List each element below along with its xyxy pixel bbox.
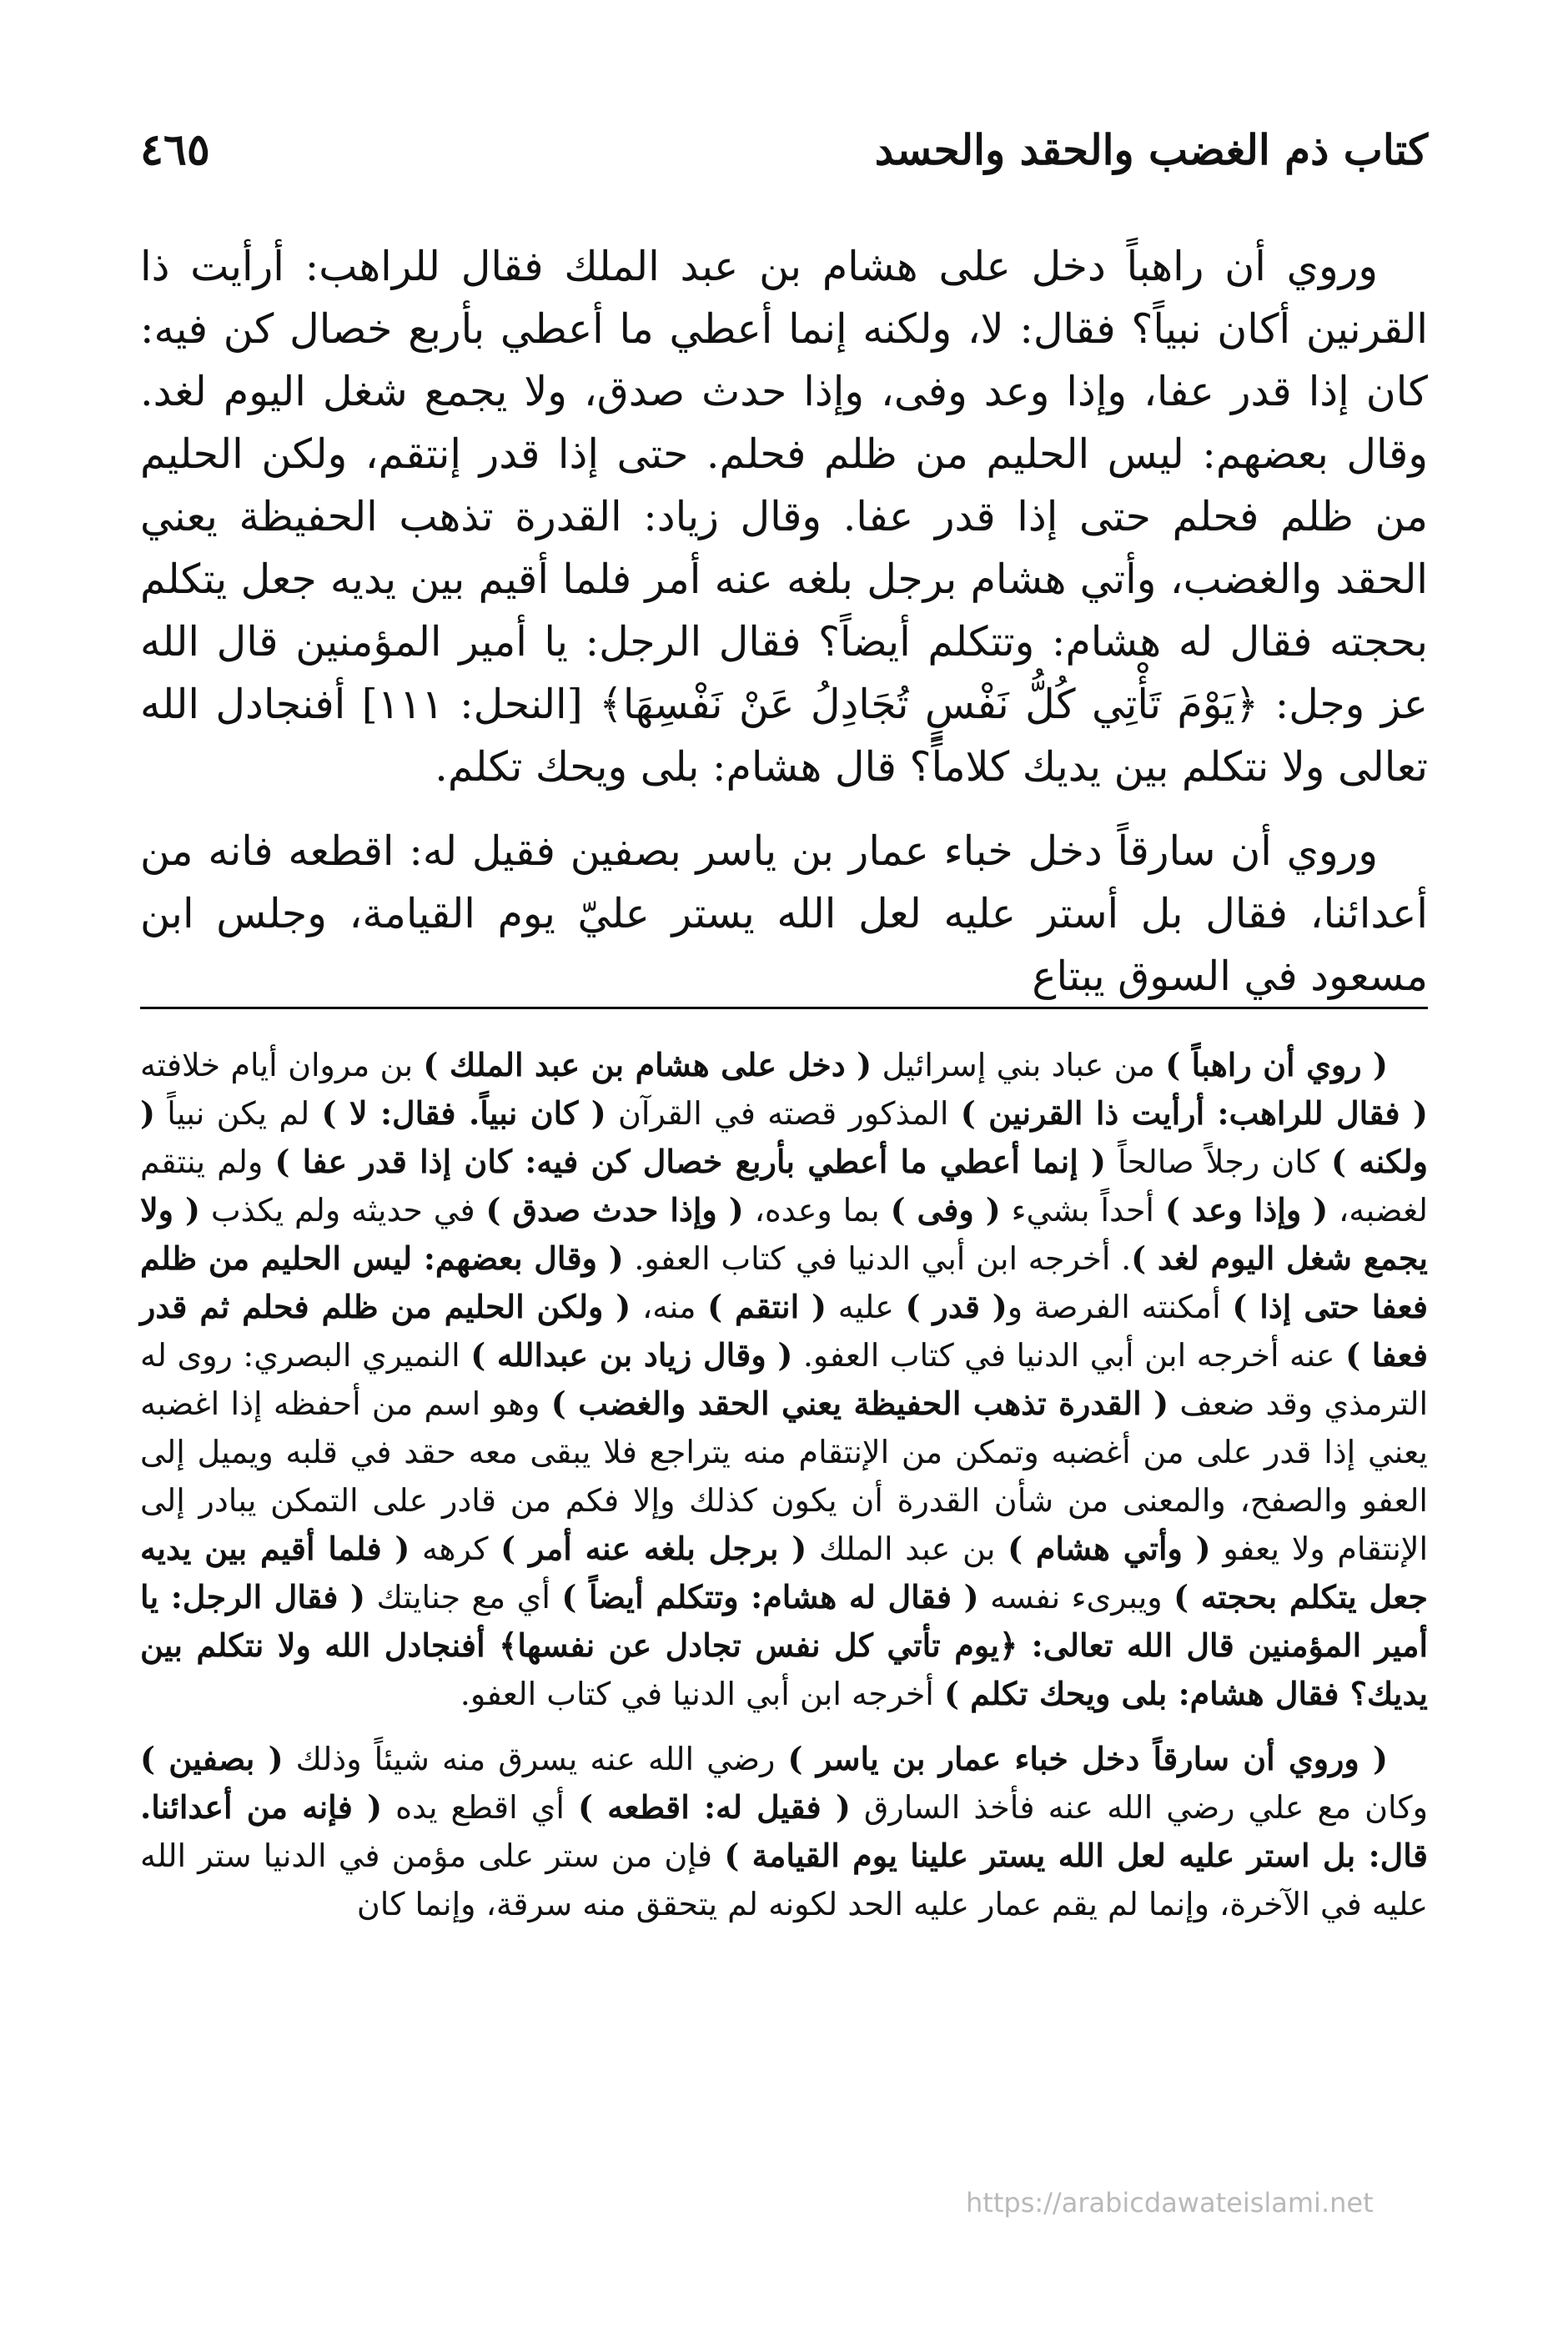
main-paragraph-2: وروي أن سارقاً دخل خباء عمار بن ياسر بصفين فقيل له: اقطعه فانه من أعدائنا، فقال بل أستر عليه لعل الله يستر عليّ يوم القيامة، وجلس ابن مسعود في السوق يبتاع [140, 827, 1428, 1000]
quoted-text-segment: ( وروي أن سارقاً دخل خباء عمار بن ياسر ) [787, 1740, 1388, 1777]
explanation-text-segment: ولم ينتقم لغضبه، [140, 1143, 1428, 1229]
quoted-text-segment: ( إنما أعطي ما أعطي بأربع خصال كن فيه: كان إذا قدر عفا ) [274, 1143, 1106, 1180]
quoted-text-segment: ( روي أن راهباً ) [1165, 1046, 1389, 1083]
explanation-text-segment: وكان مع علي رضي الله عنه فأخذ السارق [850, 1789, 1428, 1826]
quoted-text-segment: ( قدر ) [905, 1288, 1008, 1325]
quoted-text-segment: ( وفى ) [890, 1191, 1001, 1229]
explanation-text-segment: عنه أخرجه ابن أبي الدنيا في كتاب العفو. [792, 1337, 1346, 1374]
page-header [140, 117, 1428, 183]
explanation-text-segment: رضي الله عنه يسرق منه شيئاً وذلك [283, 1741, 788, 1777]
explanation-text-segment: ويبرىء نفسه [978, 1579, 1174, 1616]
quoted-text-segment: ( كان نبياً. فقال: لا ) [321, 1094, 606, 1132]
explanation-text-segment: في حديثه ولم يكذب [200, 1192, 486, 1229]
commentary-section [140, 1041, 1428, 1928]
quoted-text-segment: ( فقال الرجل: يا أمير المؤمنين قال الله تعالى: ﴿يوم تأتي كل نفس تجادل عن نفسها﴾ أفنجادل الله ولا نتكلم بين يديك؟ فقال هشام: بلى ويحك تكلم ) [140, 1578, 1428, 1712]
quoted-text-segment: ( بصفين ) [140, 1740, 284, 1777]
explanation-text-segment: من عباد بني إسرائيل [872, 1047, 1166, 1083]
page-title: كتاب ذم الغضب والحقد والحسد [874, 125, 1428, 174]
explanation-text-segment: بن مروان أيام خلافته [140, 1047, 424, 1083]
explanation-text-segment: المذكور قصته في القرآن [606, 1095, 961, 1132]
watermark-url: https://arabicdawateislami.net [966, 2187, 1374, 2219]
footnote-separator [140, 1007, 1428, 1009]
explanation-text-segment: بما وعده، [743, 1192, 891, 1229]
page-number: ٤٦٥ [140, 124, 210, 175]
explanation-text-segment: أحداً بشيء [1000, 1192, 1165, 1229]
quoted-text-segment: ( فقال له هشام: وتتكلم أيضاً ) [561, 1578, 979, 1616]
explanation-text-segment: كان رجلاً صالحاً [1105, 1143, 1332, 1180]
quoted-text-segment: ( برجل بلغه عنه أمر ) [500, 1530, 807, 1567]
explanation-text-segment: النميري البصري: روى له الترمذي وقد ضعف [140, 1337, 1428, 1422]
quoted-text-segment: ( القدرة تذهب الحفيظة يعني الحقد والغضب ) [550, 1385, 1169, 1422]
explanation-text-segment: منه، [631, 1289, 708, 1325]
explanation-text-segment: . أخرجه ابن أبي الدنيا في كتاب العفو. [623, 1240, 1132, 1277]
explanation-text-segment: بن عبد الملك [807, 1530, 1008, 1567]
quoted-text-segment: ( وقال زياد بن عبدالله ) [470, 1336, 793, 1374]
quoted-text-segment: ( ولا يجمع شغل اليوم لغد ) [140, 1191, 1428, 1277]
explanation-text-segment: أخرجه ابن أبي الدنيا في كتاب العفو. [460, 1676, 944, 1712]
explanation-text-segment: أي مع جنايتك [365, 1579, 562, 1616]
explanation-text-segment: كرهه [410, 1530, 501, 1567]
explanation-text-segment: أي اقطع يده [382, 1789, 579, 1826]
explanation-text-segment: فإن من ستر على مؤمن في الدنيا ستر الله عليه في الآخرة، وإنما لم يقم عمار عليه الحد لكونه لم يتحقق منه سرقة، وإنما كان [140, 1837, 1428, 1922]
quoted-text-segment: ( دخل على هشام بن عبد الملك ) [423, 1046, 872, 1083]
quoted-text-segment: ( فقال للراهب: أرأيت ذا القرنين ) [960, 1094, 1428, 1132]
main-text [140, 235, 1428, 1008]
quoted-text-segment: ( انتقم ) [707, 1288, 827, 1325]
quoted-text-segment: ( وأتي هشام ) [1008, 1530, 1211, 1567]
quoted-text-segment: ( فقيل له: اقطعه ) [578, 1788, 851, 1826]
quoted-text-segment: ( ولكنه ) [140, 1094, 1429, 1180]
quoted-text-segment: ( وقال بعضهم: ليس الحليم من ظلم فعفا حتى إذا ) [140, 1239, 1428, 1325]
explanation-text-segment: أمكنته الفرصة و [1007, 1289, 1233, 1325]
explanation-text-segment: عليه [827, 1289, 906, 1325]
quoted-text-segment: ( فلما أقيم بين يديه جعل يتكلم بحجته ) [140, 1530, 1428, 1616]
commentary-paragraph-2 [140, 1735, 1428, 1928]
quoted-text-segment: ( وإذا حدث صدق ) [485, 1191, 744, 1229]
quoted-text-segment: ( وإذا وعد ) [1164, 1191, 1329, 1229]
quoted-text-segment: ( فإنه من أعدائنا. قال: بل استر عليه لعل الله يستر علينا يوم القيامة ) [140, 1788, 1428, 1874]
quoted-text-segment: ( ولكن الحليم من ظلم فحلم ثم قدر فعفا ) [140, 1288, 1429, 1374]
main-paragraph-1: وروي أن راهباً دخل على هشام بن عبد الملك فقال للراهب: أرأيت ذا القرنين أكان نبياً؟ فقال: لا، ولكنه إنما أعطي ما أعطي بأربع خصال كن فيه: كان إذا قدر عفا، وإذا وعد وفى، وإذا حدث صدق، ولا يجمع شغل اليوم لغد. وقال بعضهم: ليس الحليم من ظلم فحلم. حتى إذا قدر إنتقم، ولكن الحليم من ظلم فحلم حتى إذا قدر عفا. وقال زياد: القدرة تذهب الحفيظة يعني الحقد والغضب، وأتي هشام برجل بلغه عنه أمر فلما أقيم بين يديه جعل يتكلم بحجته فقال له هشام: وتتكلم أيضاً؟ فقال الرجل: يا أمير المؤمنين قال الله عز وجل: ﴿يَوْمَ تَأْتِي كُلُّ نَفْسٍ تُجَادِلُ عَنْ نَفْسِهَا﴾ [النحل: ١١١] أفنجادل الله تعالى ولا نتكلم بين يديك كلاماً؟ قال هشام: بلى ويحك تكلم. [140, 243, 1428, 791]
explanation-text-segment: لم يكن نبياً [154, 1095, 322, 1132]
commentary-paragraph-1 [140, 1041, 1428, 1718]
explanation-text-segment: وهو اسم من أحفظه إذا اغضبه يعني إذا قدر على من أغضبه وتمكن من الإنتقام منه يتراجع فلا يبقى معه حقد في قلبه ويميل إلى العفو والصفح، والمعنى من شأن القدرة أن يكون كذلك وإلا فكم من قادر على التمكن يبادر إلى الإنتقام ولا يعفو [140, 1385, 1429, 1567]
